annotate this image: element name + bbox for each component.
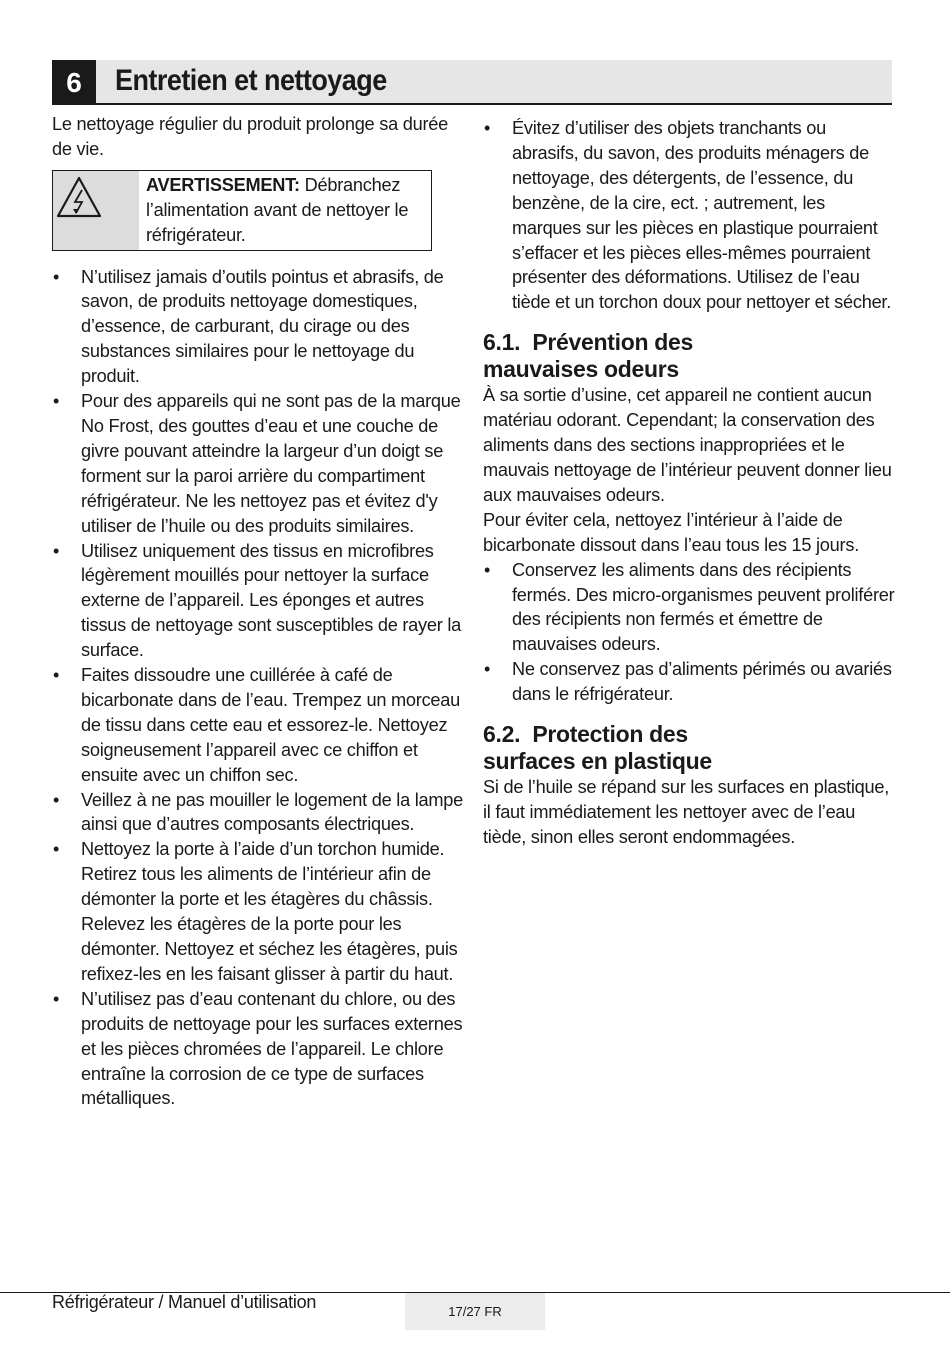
warning-label: AVERTISSEMENT: <box>146 174 300 195</box>
odour-paragraph: Pour éviter cela, nettoyez l’intérieur à l’aide de bicarbonate dissout dans l’eau tous les 15 jours. <box>483 509 859 555</box>
section-title-line: surfaces en plastique <box>483 748 712 775</box>
warning-text <box>139 171 431 250</box>
section-title-line: 6.2. Protection des <box>483 721 688 748</box>
plastic-paragraph: Si de l’huile se répand sur les surfaces en plastique, il faut immédiatement les nettoyer avec de l’eau tiède, sinon elles seront endommagées. <box>483 777 890 847</box>
page-number: 17/27 FR <box>405 1293 545 1330</box>
list-item: • Conservez les aliments dans des récipients fermés. Des micro-organismes peuvent proliférer des récipients non fermés et émettre de mauvaises odeurs. <box>483 558 895 658</box>
cleaning-instructions-list-continued <box>483 116 895 315</box>
list-item: • Ne conservez pas d’aliments périmés ou avariés dans le réfrigérateur. <box>483 657 895 707</box>
section-heading-6-1 <box>483 329 895 383</box>
odour-tips-list <box>483 558 895 707</box>
list-item: • Évitez d’utiliser des objets tranchants ou abrasifs, du savon, des produits ménagers de nettoyage, des détergents, de l’essence, du benzène, de la cire, ect. ; autrement, les marques sur les pièces en plastique pourraient s’effacer et les pièces elles-mêmes pourraient présenter des déformations. Utilisez de l’eau tiède et un torchon doux pour nettoyer et sécher. <box>483 116 895 315</box>
list-item: • Pour des appareils qui ne sont pas de la marque No Frost, des gouttes d’eau et une couche de givre pouvant atteindre la largeur d’un doigt se forment sur la paroi arrière du compartiment réfrigérateur. Ne les nettoyez pas et évitez d'y utiliser de l’huile ou des produits similaires. <box>52 389 464 538</box>
list-item: • Utilisez uniquement des tissus en microfibres légèrement mouillés pour nettoyer la surface externe de l’appareil. Les éponges et autres tissus de nettoyage sont susceptibles de rayer la surface. <box>52 539 464 664</box>
footer-manual-title: Réfrigérateur / Manuel d’utilisation <box>52 1292 317 1312</box>
list-item: • Veillez à ne pas mouiller le logement de la lampe ainsi que d’autres composants électriques. <box>52 788 464 838</box>
right-column <box>483 112 895 850</box>
list-item: • Faites dissoudre une cuillérée à café de bicarbonate dans de l’eau. Trempez un morceau de tissu dans cette eau et essorez-le. Nettoyez soigneusement l’appareil avec ce chiffon et ensuite avec un chiffon sec. <box>52 663 464 788</box>
chapter-title: Entretien et nettoyage <box>115 64 387 97</box>
list-item: • N’utilisez pas d’eau contenant du chlore, ou des produits de nettoyage pour les surfaces externes et les pièces chromées de l’appareil. Le chlore entraîne la corrosion de ce type de surfaces métalliques. <box>52 987 464 1112</box>
warning-message: Débranchez l’alimentation avant de nettoyer le réfrigérateur. <box>146 174 409 245</box>
odour-paragraph: À sa sortie d’usine, cet appareil ne contient aucun matériau odorant. Cependant; la conservation des aliments dans des sections inappropriées et le mauvais nettoyage de l’intérieur peuvent donner lieu aux mauvaises odeurs. <box>483 385 892 505</box>
section-heading-6-2 <box>483 721 895 775</box>
warning-icon-cell <box>53 171 139 250</box>
electric-hazard-icon <box>55 175 103 226</box>
chapter-number: 6 <box>52 60 96 105</box>
left-column <box>52 112 464 1111</box>
list-item: • N’utilisez jamais d’outils pointus et abrasifs, de savon, de produits nettoyage domestiques, d’essence, de carburant, du cirage ou des substances similaires pour le nettoyage du produit. <box>52 265 464 390</box>
list-item: • Nettoyez la porte à l’aide d’un torchon humide. Retirez tous les aliments de l’intérieur afin de démonter la porte et les étagères du châssis. Relevez les étagères de la porte pour les démonter. Nettoyez et séchez les étagères, puis refixez-les en les faisant glisser à partir du haut. <box>52 837 464 986</box>
section-title-line: 6.1. Prévention des <box>483 329 694 356</box>
section-title-line: mauvaises odeurs <box>483 356 679 383</box>
warning-box <box>52 170 432 251</box>
chapter-header <box>52 60 892 105</box>
cleaning-instructions-list <box>52 265 464 1112</box>
intro-paragraph: Le nettoyage régulier du produit prolonge sa durée de vie. <box>52 114 448 159</box>
